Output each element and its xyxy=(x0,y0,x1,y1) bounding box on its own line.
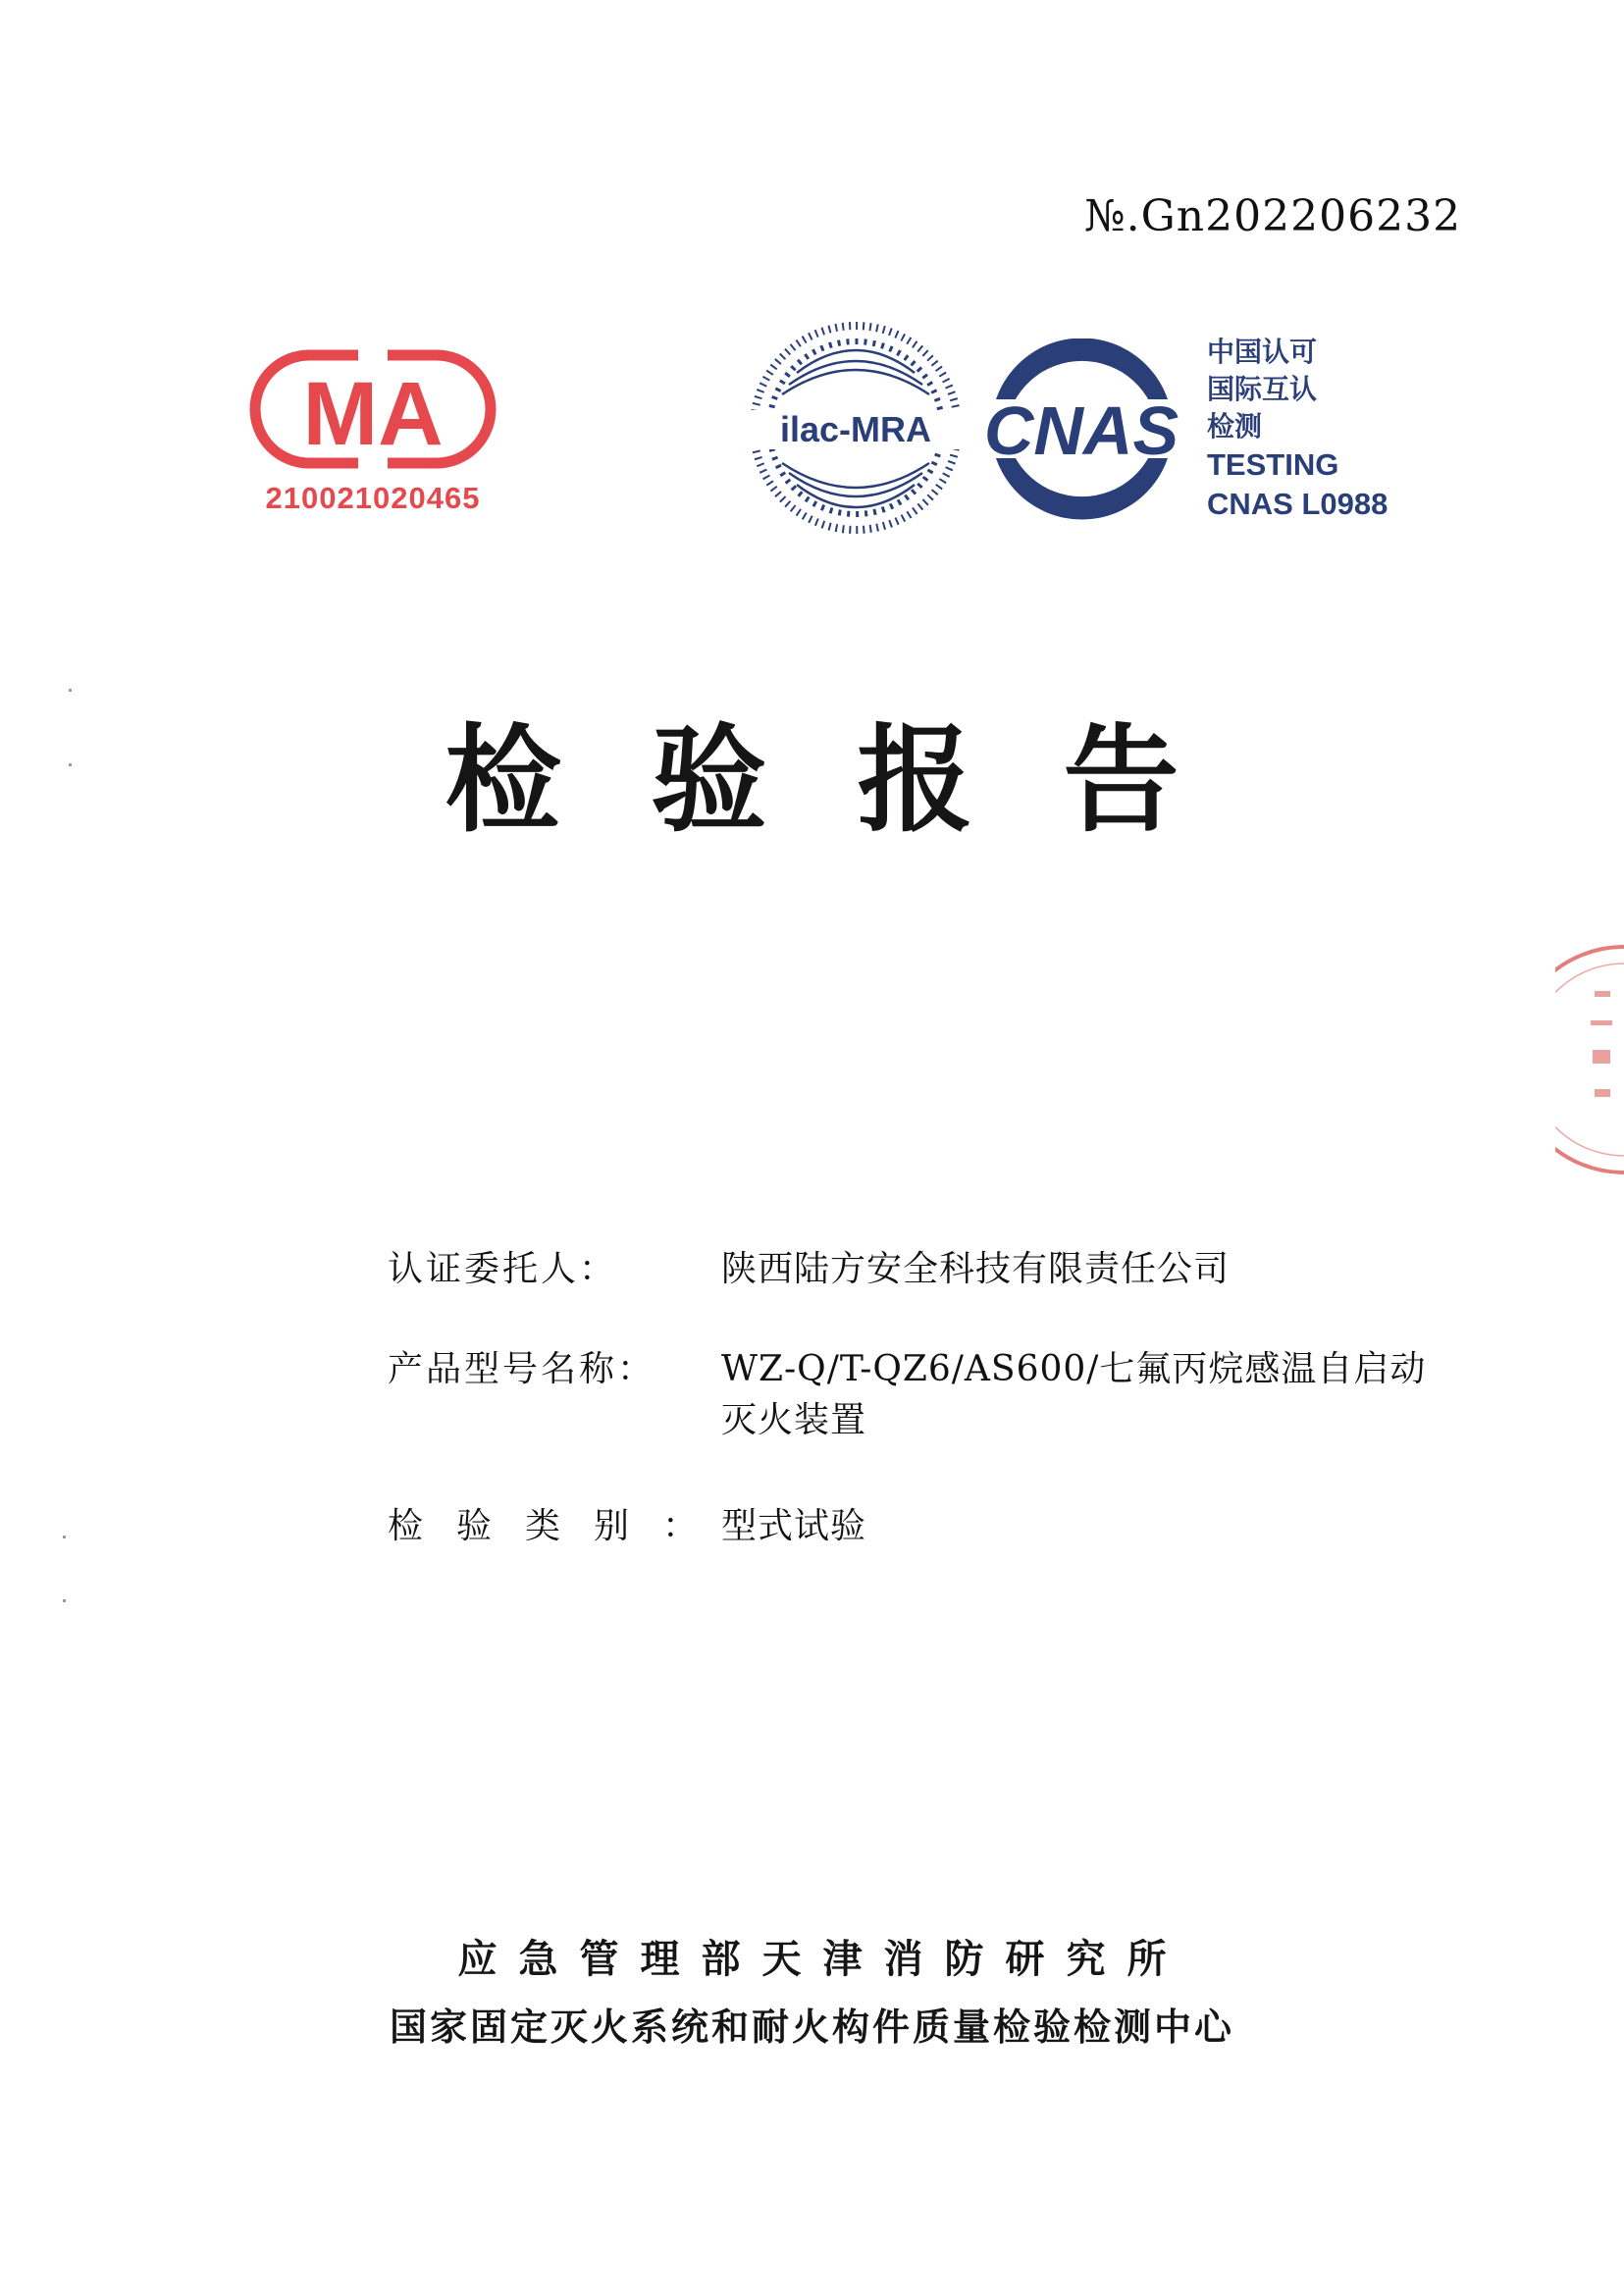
ilac-mra-logo-text: ilac-MRA xyxy=(779,409,932,449)
red-seal-icon xyxy=(1555,942,1624,1177)
product-label: 产品型号名称： xyxy=(388,1349,656,1389)
scan-speck xyxy=(63,1536,66,1538)
scan-speck xyxy=(69,763,72,766)
cma-number: 210021020465 xyxy=(265,481,481,515)
ilac-mra-logo-icon xyxy=(748,316,964,540)
product-row xyxy=(388,1344,1426,1446)
cnas-logo-icon xyxy=(967,339,1197,520)
report-number: №.Gn202206232 xyxy=(1084,191,1462,241)
scan-speck xyxy=(63,1599,66,1602)
category-row xyxy=(388,1501,866,1552)
cma-logo-text: MA xyxy=(302,364,444,464)
cnas-line: 国际互认 xyxy=(1207,373,1318,405)
product-value xyxy=(721,1344,1426,1446)
client-label: 认证委托人： xyxy=(388,1249,618,1289)
category-value: 型式试验 xyxy=(721,1506,867,1546)
client-row xyxy=(388,1244,1230,1295)
cnas-line: 中国认可 xyxy=(1207,336,1318,368)
issuer-center: 国家固定灭火系统和耐火构件质量检验检测中心 xyxy=(389,2006,1234,2049)
client-value: 陕西陆方安全科技有限责任公司 xyxy=(721,1249,1231,1289)
cnas-logo-text: CNAS xyxy=(983,392,1179,469)
category-label: 检验类别： xyxy=(388,1506,732,1546)
report-title: 检验报告 xyxy=(445,712,1270,848)
cnas-line: TESTING xyxy=(1207,447,1339,482)
cnas-line: CNAS L0988 xyxy=(1207,487,1388,521)
product-value-line1: WZ-Q/T-QZ6/AS600/七氟丙烷感温自启动 xyxy=(721,1349,1427,1389)
product-value-line2: 灭火装置 xyxy=(721,1400,867,1440)
cnas-accreditation-text xyxy=(1207,334,1433,524)
issuer-name: 应急管理部天津消防研究所 xyxy=(457,1937,1188,1982)
scan-speck xyxy=(69,689,72,692)
cnas-line: 检测 xyxy=(1207,410,1263,443)
